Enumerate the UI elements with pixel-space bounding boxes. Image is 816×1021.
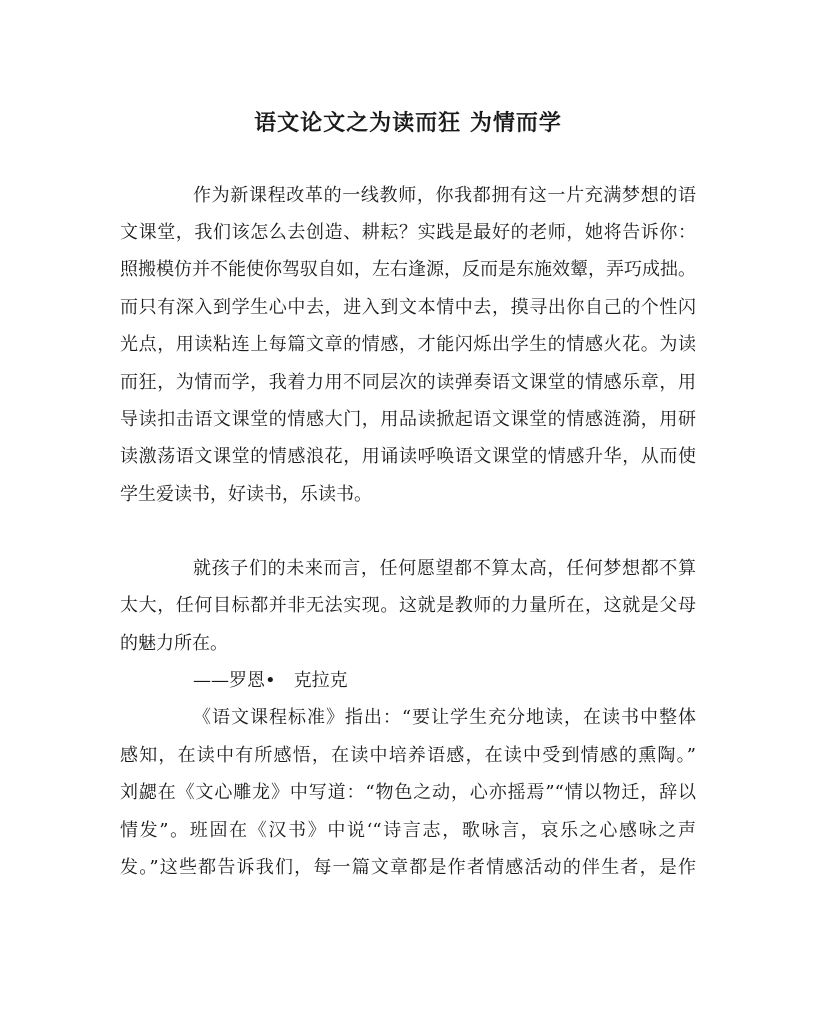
quote-line-1: 就孩子们的未来而言，任何愿望都不算太高，任何梦想都不算 [193, 558, 696, 579]
paragraph-1-line-8: 读激荡语文课堂的情感浪花，用诵读呼唤语文课堂的情感升华，从而使 [120, 446, 696, 467]
paragraph-3-line-3: 刘勰在《文心雕龙》中写道：“物色之动，心亦摇焉”“情以物迁，辞以 [120, 782, 696, 803]
document-title: 语文论文之为读而狂 为情而学 [254, 110, 562, 136]
paragraph-3-line-4: 情发”。班固在《汉书》中说‘“诗言志，歌咏言，哀乐之心感咏之声 [120, 820, 696, 841]
quote-line-2: 太大，任何目标都并非无法实现。这就是教师的力量所在，这就是父母 [120, 595, 696, 616]
paragraph-1-line-9: 学生爱读书，好读书，乐读书。 [120, 484, 372, 505]
paragraph-1-line-4: 而只有深入到学生心中去，进入到文本情中去，摸寻出你自己的个性闪 [120, 297, 696, 318]
paragraph-1-line-2: 文课堂，我们该怎么去创造、耕耘？实践是最好的老师，她将告诉你： [120, 222, 696, 243]
paragraph-1-line-7: 导读扣击语文课堂的情感大门，用品读掀起语文课堂的情感涟漪，用研 [120, 409, 696, 430]
quote-attribution: ——罗恩• 克拉克 [193, 670, 348, 691]
paragraph-3-line-5: 发。”这些都告诉我们，每一篇文章都是作者情感活动的伴生者，是作 [120, 857, 696, 878]
paragraph-1-line-1: 作为新课程改革的一线教师，你我都拥有这一片充满梦想的语 [193, 185, 696, 206]
paragraph-3-line-1: 《语文课程标准》指出：“要让学生充分地读，在读书中整体 [193, 707, 696, 728]
paragraph-1-line-6: 而狂，为情而学，我着力用不同层次的读弹奏语文课堂的情感乐章，用 [120, 372, 696, 393]
paragraph-1-line-5: 光点，用读粘连上每篇文章的情感，才能闪烁出学生的情感火花。为读 [120, 334, 696, 355]
quote-line-3: 的魅力所在。 [120, 633, 228, 654]
paragraph-3-line-2: 感知，在读中有所感悟，在读中培养语感，在读中受到情感的熏陶。” [120, 745, 696, 766]
paragraph-1-line-3: 照搬模仿并不能使你驾驭自如，左右逢源，反而是东施效颦，弄巧成拙。 [120, 259, 696, 280]
